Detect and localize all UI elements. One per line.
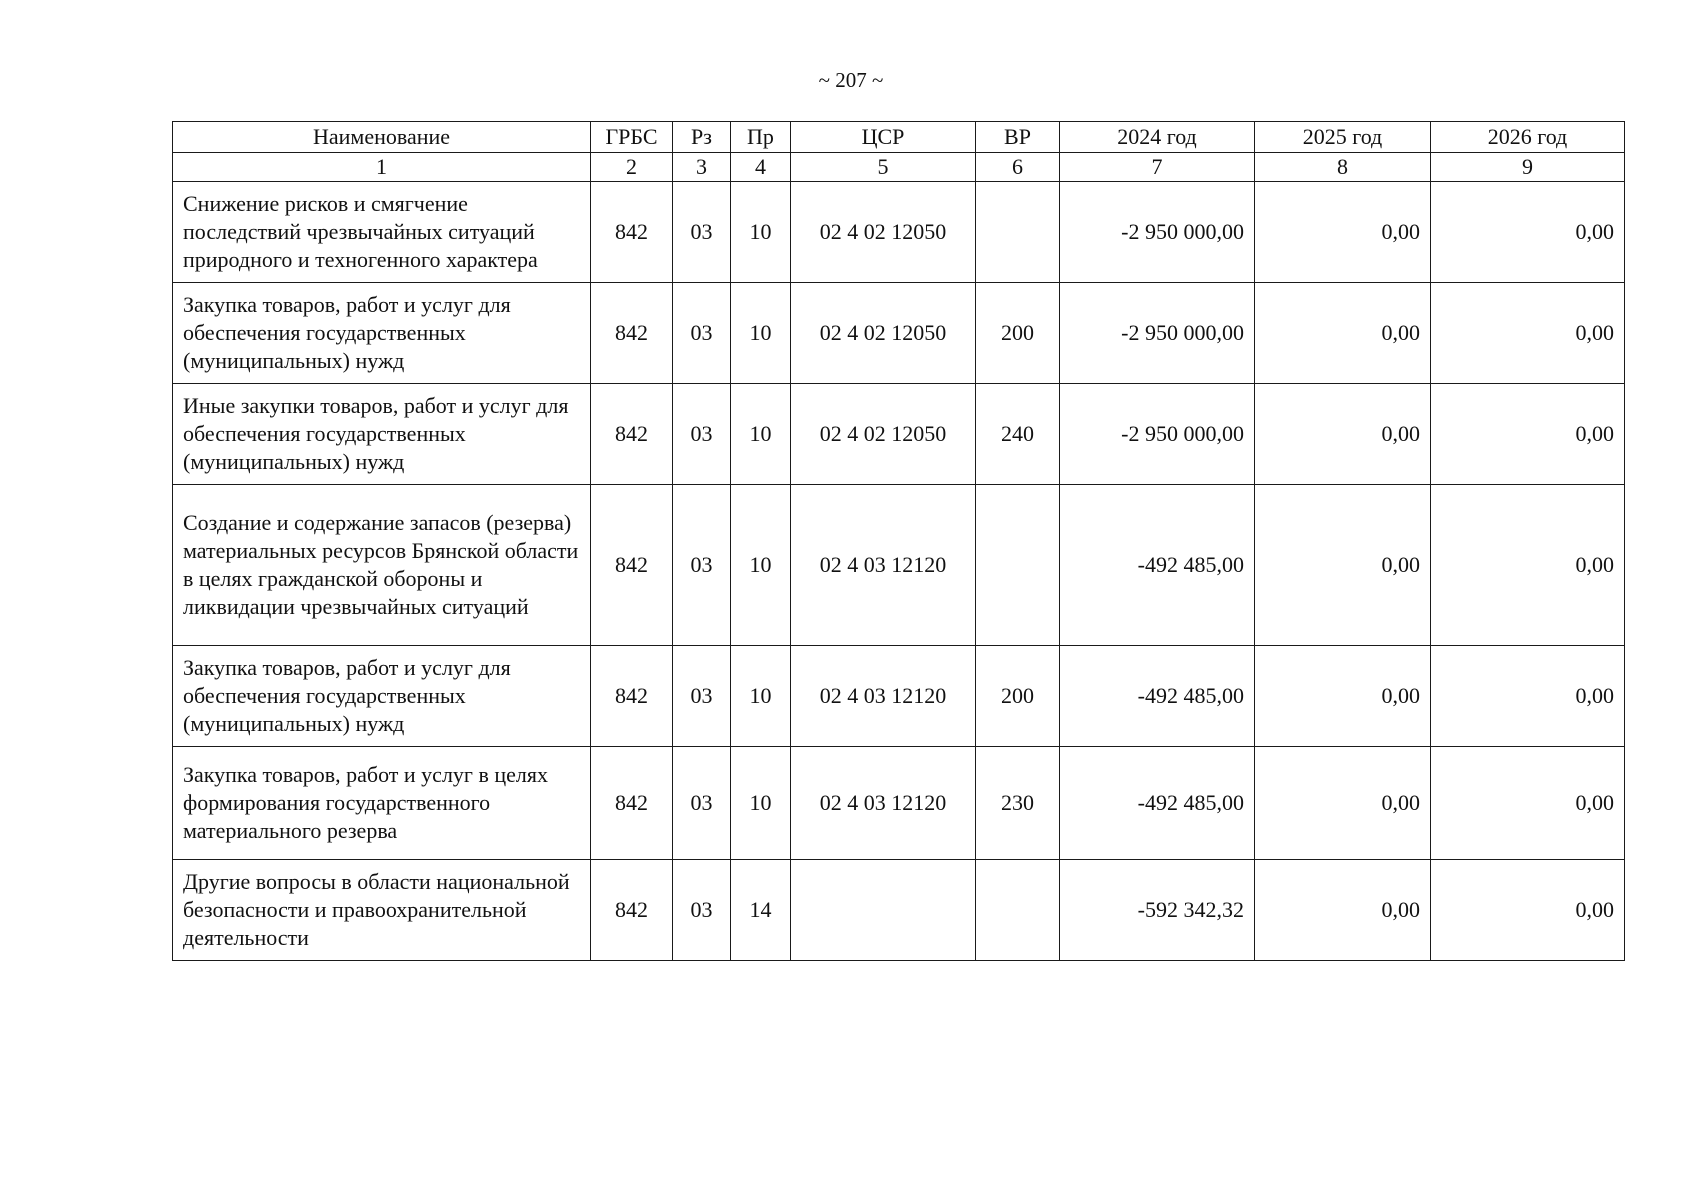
- row-rz: 03: [673, 485, 731, 646]
- row-rz: 03: [673, 860, 731, 961]
- column-number: 5: [791, 153, 976, 182]
- table-row: [173, 182, 1625, 283]
- row-csr: 02 4 03 12120: [791, 747, 976, 860]
- row-2024: -492 485,00: [1060, 485, 1255, 646]
- row-vr: 240: [976, 384, 1060, 485]
- column-number: 3: [673, 153, 731, 182]
- row-2025: 0,00: [1255, 283, 1431, 384]
- row-2025: 0,00: [1255, 646, 1431, 747]
- row-rz: 03: [673, 384, 731, 485]
- row-2024: -2 950 000,00: [1060, 283, 1255, 384]
- row-2025: 0,00: [1255, 182, 1431, 283]
- table-row: [173, 747, 1625, 860]
- row-vr: 200: [976, 646, 1060, 747]
- row-2026: 0,00: [1431, 646, 1625, 747]
- row-name: Закупка товаров, работ и услуг для обеспечения государственных (муниципальных) нужд: [173, 283, 591, 384]
- row-rz: 03: [673, 283, 731, 384]
- row-pr: 10: [731, 646, 791, 747]
- row-2025: 0,00: [1255, 747, 1431, 860]
- row-vr: 230: [976, 747, 1060, 860]
- row-rz: 03: [673, 747, 731, 860]
- header-2026: 2026 год: [1431, 122, 1625, 153]
- page-number: ~ 207 ~: [818, 68, 884, 92]
- column-number-row: [173, 153, 1625, 182]
- row-csr: 02 4 03 12120: [791, 646, 976, 747]
- row-2025: 0,00: [1255, 485, 1431, 646]
- row-csr: 02 4 02 12050: [791, 283, 976, 384]
- row-pr: 10: [731, 182, 791, 283]
- row-csr: 02 4 02 12050: [791, 182, 976, 283]
- row-pr: 10: [731, 747, 791, 860]
- row-pr: 10: [731, 384, 791, 485]
- table-row: [173, 485, 1625, 646]
- row-pr: 14: [731, 860, 791, 961]
- row-csr: [791, 860, 976, 961]
- table-row: [173, 646, 1625, 747]
- row-name: Снижение рисков и смягчение последствий чрезвычайных ситуаций природного и техногенного характера: [173, 182, 591, 283]
- column-number: 2: [591, 153, 673, 182]
- row-2024: -592 342,32: [1060, 860, 1255, 961]
- row-vr: [976, 485, 1060, 646]
- row-grbs: 842: [591, 747, 673, 860]
- column-number: 8: [1255, 153, 1431, 182]
- row-vr: [976, 860, 1060, 961]
- row-2026: 0,00: [1431, 860, 1625, 961]
- row-2026: 0,00: [1431, 485, 1625, 646]
- row-name: Другие вопросы в области национальной безопасности и правоохранительной деятельности: [173, 860, 591, 961]
- row-vr: [976, 182, 1060, 283]
- row-2024: -492 485,00: [1060, 747, 1255, 860]
- budget-table: [172, 121, 1625, 961]
- row-grbs: 842: [591, 860, 673, 961]
- row-grbs: 842: [591, 182, 673, 283]
- row-2026: 0,00: [1431, 384, 1625, 485]
- row-csr: 02 4 03 12120: [791, 485, 976, 646]
- row-csr: 02 4 02 12050: [791, 384, 976, 485]
- row-name: Создание и содержание запасов (резерва) материальных ресурсов Брянской области в целях гражданской обороны и ликвидации чрезвычайных ситуаций: [173, 485, 591, 646]
- row-grbs: 842: [591, 384, 673, 485]
- table-row: [173, 384, 1625, 485]
- row-pr: 10: [731, 485, 791, 646]
- table-row: [173, 860, 1625, 961]
- header-name: Наименование: [173, 122, 591, 153]
- header-pr: Пр: [731, 122, 791, 153]
- row-2026: 0,00: [1431, 283, 1625, 384]
- row-grbs: 842: [591, 646, 673, 747]
- header-vr: ВР: [976, 122, 1060, 153]
- row-vr: 200: [976, 283, 1060, 384]
- row-2024: -492 485,00: [1060, 646, 1255, 747]
- row-2026: 0,00: [1431, 182, 1625, 283]
- row-name: Закупка товаров, работ и услуг в целях формирования государственного материального резерва: [173, 747, 591, 860]
- row-2024: -2 950 000,00: [1060, 384, 1255, 485]
- row-2025: 0,00: [1255, 860, 1431, 961]
- column-number: 9: [1431, 153, 1625, 182]
- header-2025: 2025 год: [1255, 122, 1431, 153]
- header-grbs: ГРБС: [591, 122, 673, 153]
- column-number: 1: [173, 153, 591, 182]
- row-rz: 03: [673, 646, 731, 747]
- row-2024: -2 950 000,00: [1060, 182, 1255, 283]
- row-grbs: 842: [591, 283, 673, 384]
- row-grbs: 842: [591, 485, 673, 646]
- header-csr: ЦСР: [791, 122, 976, 153]
- column-number: 4: [731, 153, 791, 182]
- row-pr: 10: [731, 283, 791, 384]
- row-2025: 0,00: [1255, 384, 1431, 485]
- table-row: [173, 283, 1625, 384]
- row-name: Иные закупки товаров, работ и услуг для обеспечения государственных (муниципальных) нужд: [173, 384, 591, 485]
- row-rz: 03: [673, 182, 731, 283]
- column-number: 7: [1060, 153, 1255, 182]
- row-name: Закупка товаров, работ и услуг для обеспечения государственных (муниципальных) нужд: [173, 646, 591, 747]
- header-2024: 2024 год: [1060, 122, 1255, 153]
- header-rz: Рз: [673, 122, 731, 153]
- column-number: 6: [976, 153, 1060, 182]
- header-row: [173, 122, 1625, 153]
- row-2026: 0,00: [1431, 747, 1625, 860]
